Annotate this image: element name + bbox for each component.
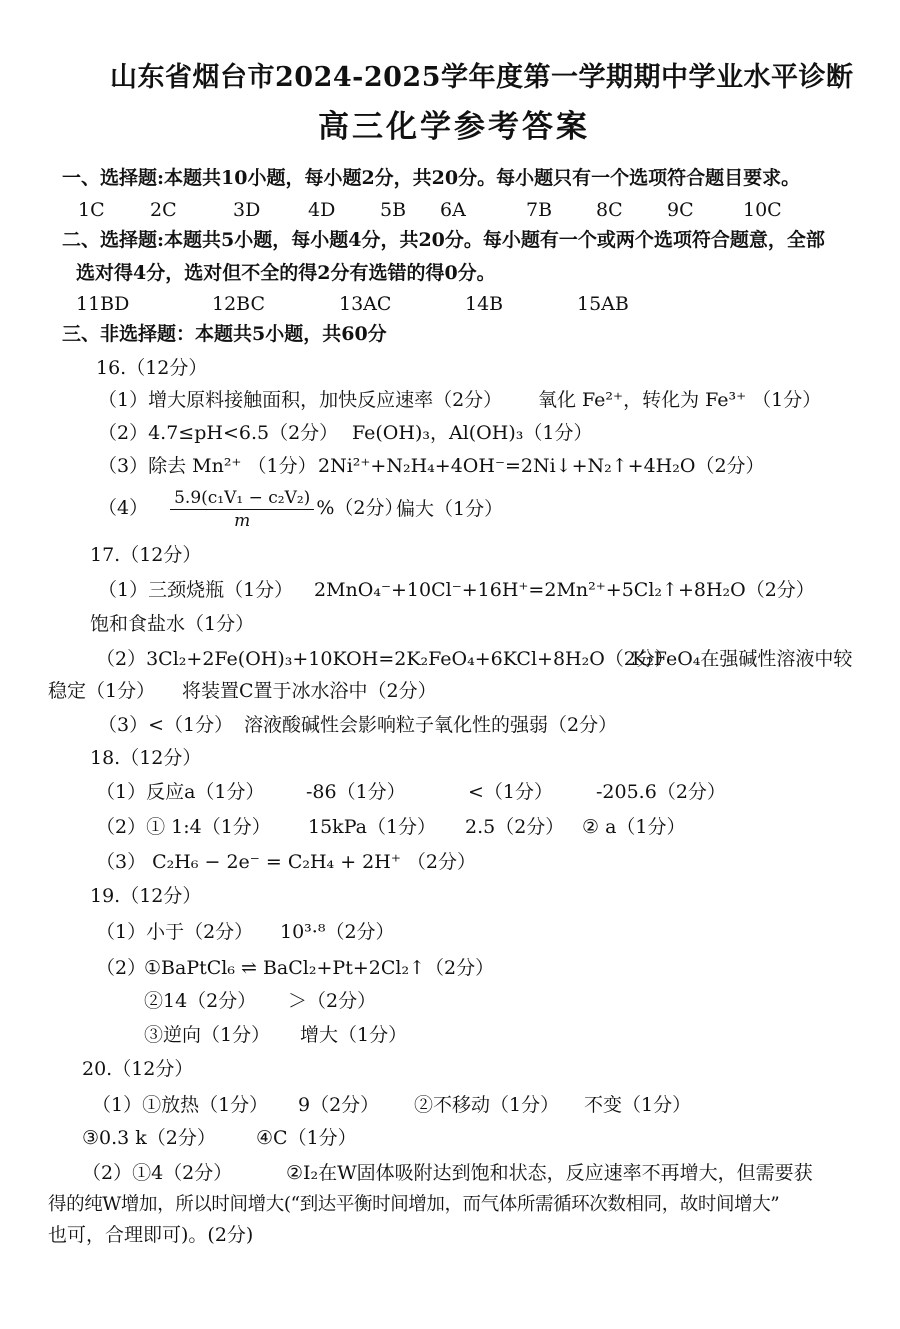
q16-answer-4b: 偏大（1分） (396, 498, 504, 520)
fraction-numerator: 5.9(c₁V₁ − c₂V₂) (170, 487, 314, 510)
q17-answer-2d: 将装置C置于冰水浴中（2分） (182, 680, 437, 702)
q20-answer-1e: ③0.3 k（2分） (82, 1127, 216, 1149)
q18-answer-2c: 2.5（2分） (465, 816, 565, 838)
q19-title: 19.（12分） (90, 885, 202, 907)
q19-answer-2e: ③逆向（1分） (144, 1024, 271, 1046)
purity-fraction (170, 487, 314, 532)
answer-14: 14B (465, 293, 504, 315)
answer-15: 15AB (577, 293, 629, 315)
q20-answer-1d: 不变（1分） (584, 1094, 692, 1116)
q16-answer-1b: 氧化 Fe²⁺，转化为 Fe³⁺ （1分） (538, 389, 822, 411)
q18-answer-1b: -86（1分） (306, 781, 406, 803)
q20-answer-2d: 也可，合理即可)。(2分) (48, 1224, 254, 1246)
q17-answer-2: （2）3Cl₂+2Fe(OH)₃+10KOH=2K₂FeO₄+6KCl+8H₂O（2分） (96, 648, 674, 670)
answer-13: 13AC (339, 293, 392, 315)
answer-5: 5B (380, 199, 407, 221)
q20-answer-2c: 得的纯W增加，所以时间增大(“到达平衡时间增加，而气体所需循环次数相同，故时间增大” (48, 1194, 780, 1215)
q16-answer-1: （1）增大原料接触面积，加快反应速率（2分） (98, 389, 503, 411)
q17-answer-3b: 溶液酸碱性会影响粒子氧化性的强弱（2分） (244, 714, 618, 736)
q20-answer-1: （1）①放热（1分） (92, 1094, 269, 1116)
q16-answer-2: （2）4.7≤pH<6.5（2分） (98, 422, 339, 444)
q16-answer-3b: 2Ni²⁺+N₂H₄+4OH⁻=2Ni↓+N₂↑+4H₂O（2分） (318, 455, 765, 477)
q17-answer-1c: 饱和食盐水（1分） (90, 613, 255, 635)
q16-answer-4 (98, 484, 403, 532)
q18-answer-1c: <（1分） (468, 781, 554, 803)
q19-answer-2: （2） (96, 957, 147, 979)
q17-answer-3: （3）<（1分） (98, 714, 234, 736)
q16-answer-4-tail: %（2分） (316, 497, 404, 519)
q18-answer-2d: ② a（1分） (582, 816, 686, 838)
q17-answer-1b: 2MnO₄⁻+10Cl⁻+16H⁺=2Mn²⁺+5Cl₂↑+8H₂O（2分） (314, 579, 815, 601)
q19-answer-1b: 10³·⁸（2分） (280, 921, 395, 943)
answer-1: 1C (78, 199, 105, 221)
answer-3: 3D (233, 199, 261, 221)
q20-answer-1b: 9（2分） (298, 1094, 380, 1116)
q19-answer-2b: ①BaPtCl₆ ⇌ BaCl₂+Pt+2Cl₂↑（2分） (144, 957, 495, 979)
answer-2: 2C (150, 199, 177, 221)
q19-answer-2c: ②14（2分） (144, 990, 257, 1012)
answer-9: 9C (667, 199, 694, 221)
q19-answer-2d: ＞（2分） (288, 990, 377, 1012)
doc-title: 山东省烟台市2024-2025学年度第一学期期中学业水平诊断 (110, 62, 854, 93)
part3-heading: 三、非选择题：本题共5小题，共60分 (62, 323, 387, 345)
q20-title: 20.（12分） (82, 1058, 194, 1080)
q18-title: 18.（12分） (90, 747, 202, 769)
q16-title: 16.（12分） (96, 357, 208, 379)
q19-answer-2f: 增大（1分） (300, 1024, 408, 1046)
answer-12: 12BC (212, 293, 266, 315)
q18-answer-1: （1）反应a（1分） (96, 781, 265, 803)
q17-title: 17.（12分） (90, 544, 202, 566)
part2-heading-line2: 选对得4分，选对但不全的得2分有选错的得0分。 (76, 262, 496, 284)
q16-answer-3: （3）除去 Mn²⁺ （1分） (98, 455, 317, 477)
answer-7: 7B (526, 199, 553, 221)
q17-answer-2b: K₂FeO₄在强碱性溶液中较 (632, 648, 853, 670)
part1-heading: 一、选择题:本题共10小题，每小题2分，共20分。每小题只有一个选项符合题目要求。 (62, 167, 801, 189)
q17-answer-2c: 稳定（1分） (48, 680, 156, 702)
q20-answer-2b: ②I₂在W固体吸附达到饱和状态，反应速率不再增大，但需要获 (286, 1162, 813, 1184)
q16-answer-2b: Fe(OH)₃，Al(OH)₃（1分） (352, 422, 593, 444)
q18-answer-2b: 15kPa（1分） (308, 816, 437, 838)
q20-answer-2: （2）①4（2分） (82, 1162, 233, 1184)
q18-answer-1d: -205.6（2分） (596, 781, 726, 803)
answer-8: 8C (596, 199, 623, 221)
answer-4: 4D (308, 199, 336, 221)
q17-answer-1: （1）三颈烧瓶（1分） (98, 579, 294, 601)
answer-11: 11BD (76, 293, 130, 315)
q19-answer-1: （1）小于（2分） (96, 921, 254, 943)
q18-answer-3: （3） C₂H₆ − 2e⁻ = C₂H₄ + 2H⁺ （2分） (96, 851, 476, 873)
q20-answer-1f: ④C（1分） (256, 1127, 357, 1149)
doc-subtitle: 高三化学参考答案 (318, 109, 590, 145)
answer-10: 10C (743, 199, 782, 221)
part2-heading-line1: 二、选择题:本题共5小题，每小题4分，共20分。每小题有一个或两个选项符合题意，全部 (62, 229, 825, 251)
q16-answer-4-label: （4） (98, 497, 149, 519)
q20-answer-1c: ②不移动（1分） (414, 1094, 560, 1116)
fraction-denominator: m (234, 510, 251, 531)
answer-6: 6A (440, 199, 466, 221)
q18-answer-2: （2）① 1:4（1分） (96, 816, 271, 838)
